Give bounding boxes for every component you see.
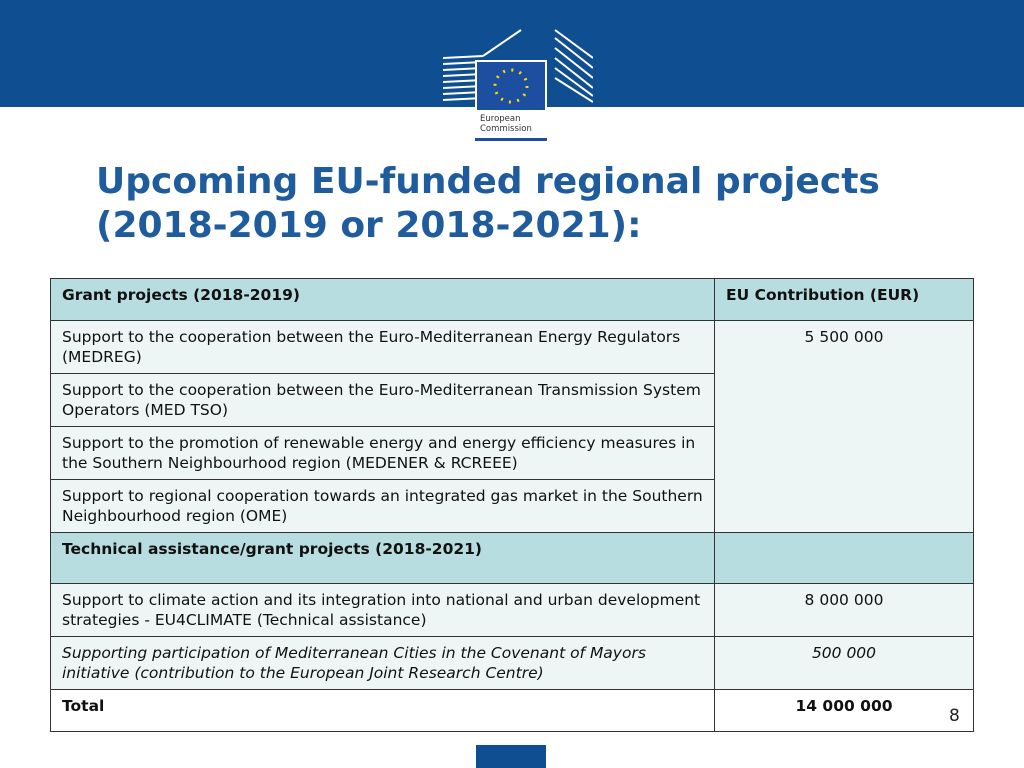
subheader-label: Technical assistance/grant projects (2018-2021) — [51, 533, 715, 584]
subheader-empty — [715, 533, 974, 584]
project-label: Support to regional cooperation towards an integrated gas market in the Southern Neighbourhood region (OME) — [51, 480, 715, 533]
svg-text:European: European — [480, 114, 521, 124]
project-label: Support to climate action and its integration into national and urban development strategies - EU4CLIMATE (Technical assistance) — [51, 584, 715, 637]
svg-text:Commission: Commission — [480, 124, 532, 134]
table-row — [51, 584, 974, 637]
total-label: Total — [51, 690, 715, 732]
project-amount: 8 000 000 — [715, 584, 974, 637]
header-grant-projects: Grant projects (2018-2019) — [51, 279, 715, 321]
footer-block — [476, 745, 546, 768]
project-label: Support to the cooperation between the Euro-Mediterranean Transmission System Operators (MED TSO) — [51, 374, 715, 427]
table-header-row — [51, 279, 974, 321]
project-label: Supporting participation of Mediterranean Cities in the Covenant of Mayors initiative (contribution to the European Joint Research Centre) — [51, 637, 715, 690]
page-number: 8 — [949, 706, 960, 726]
project-label: Support to the cooperation between the Euro-Mediterranean Energy Regulators (MEDREG) — [51, 321, 715, 374]
project-amount: 5 500 000 — [715, 321, 974, 533]
european-commission-logo — [443, 28, 593, 142]
page-title: Upcoming EU-funded regional projects (2018-2019 or 2018-2021): — [96, 161, 880, 246]
project-label: Support to the promotion of renewable energy and energy efficiency measures in the Southern Neighbourhood region (MEDENER & RCREEE) — [51, 427, 715, 480]
table-subheader-row — [51, 533, 974, 584]
projects-table — [50, 278, 974, 732]
total-amount: 14 000 000 — [715, 690, 974, 732]
table-row — [51, 637, 974, 690]
header-eu-contribution: EU Contribution (EUR) — [715, 279, 974, 321]
table-row — [51, 321, 974, 374]
project-amount: 500 000 — [715, 637, 974, 690]
total-row — [51, 690, 974, 732]
